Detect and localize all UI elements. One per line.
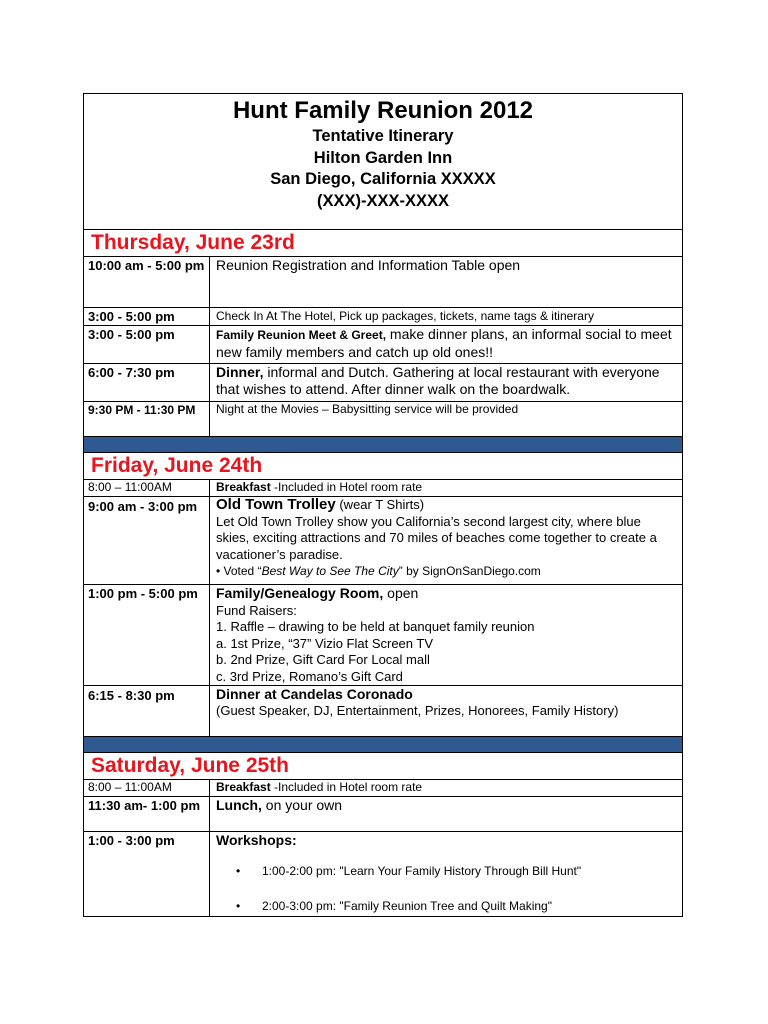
schedule-row	[84, 257, 682, 308]
time-cell: 8:00 – 11:00AM	[84, 780, 210, 796]
event-detail: -Included in Hotel room rate	[270, 480, 423, 494]
time-cell: 1:00 pm - 5:00 pm	[84, 585, 210, 685]
schedule-row	[84, 326, 682, 364]
workshop-list	[216, 864, 677, 914]
event-detail: informal and Dutch. Gathering at local restaurant with everyone that wishes to attend. After dinner walk on the boardwalk.	[216, 364, 660, 397]
day-heading-saturday: Saturday, June 25th	[84, 753, 682, 780]
event-description	[210, 797, 682, 831]
schedule-row	[84, 686, 682, 737]
event-description	[210, 480, 682, 496]
venue-phone: (XXX)-XXX-XXXX	[316, 191, 450, 210]
event-line: a. 1st Prize, “37” Vizio Flat Screen TV	[216, 635, 433, 651]
itinerary-header	[84, 94, 682, 230]
event-title: Lunch,	[216, 797, 262, 813]
event-title: Dinner at Candelas Coronado	[216, 686, 413, 702]
event-title: Breakfast	[216, 780, 271, 794]
time-cell: 9:00 am - 3:00 pm	[84, 497, 210, 584]
event-award	[216, 563, 677, 580]
time-cell: 3:00 - 5:00 pm	[84, 326, 210, 363]
event-description	[210, 326, 682, 363]
document-title: Hunt Family Reunion 2012	[232, 97, 534, 124]
day-heading-thursday: Thursday, June 23rd	[84, 230, 682, 257]
event-description	[210, 686, 682, 736]
event-description: Reunion Registration and Information Table open	[216, 257, 521, 273]
event-note: (wear T Shirts)	[335, 497, 425, 512]
event-line: Fund Raisers:	[216, 602, 297, 618]
event-description: Check In At The Hotel, Pick up packages, tickets, name tags & itinerary	[216, 309, 594, 323]
time-cell: 6:00 - 7:30 pm	[84, 364, 210, 401]
event-line: b. 2nd Prize, Gift Card For Local mall	[216, 652, 430, 667]
time-cell: 3:00 - 5:00 pm	[84, 308, 210, 325]
award-prefix: • Voted “	[216, 564, 262, 578]
document-subtitle: Tentative Itinerary	[312, 127, 454, 145]
time-cell: 6:15 - 8:30 pm	[84, 686, 210, 736]
workshop-item: • 1:00-2:00 pm: "Learn Your Family History Through Bill Hunt"	[216, 864, 677, 879]
schedule-row	[84, 364, 682, 402]
venue-name: Hilton Garden Inn	[313, 148, 453, 167]
time-cell: 1:00 - 3:00 pm	[84, 832, 210, 916]
event-description	[210, 780, 682, 796]
award-suffix: ” by SignOnSanDiego.com	[398, 564, 541, 578]
event-detail: on your own	[261, 797, 343, 813]
event-description	[210, 832, 682, 916]
event-title: Breakfast	[216, 480, 271, 494]
event-description	[210, 364, 682, 401]
event-detail: Let Old Town Trolley show you California’s second largest city, where blue skies, exciting attractions and 70 miles of beaches come together to create a vacationer’s paradise.	[216, 513, 657, 562]
event-description: Night at the Movies – Babysitting service will be provided	[216, 402, 519, 416]
schedule-row	[84, 480, 682, 497]
event-title: Workshops:	[216, 832, 297, 848]
time-cell: 10:00 am - 5:00 pm	[84, 257, 210, 307]
event-title: Old Town Trolley	[216, 496, 336, 513]
event-detail: make dinner plans, an informal social to meet new family members and catch up old ones!!	[216, 326, 672, 360]
time-cell: 8:00 – 11:00AM	[84, 480, 210, 496]
section-separator	[84, 437, 682, 453]
schedule-row	[84, 797, 682, 832]
section-separator	[84, 737, 682, 753]
schedule-row	[84, 832, 682, 916]
time-cell: 9:30 PM - 11:30 PM	[84, 402, 210, 436]
event-note: open	[383, 585, 419, 601]
schedule-row	[84, 585, 682, 686]
event-title: Family/Genealogy Room,	[216, 585, 384, 601]
award-quote: Best Way to See The City	[261, 564, 399, 578]
workshop-item: • 2:00-3:00 pm: "Family Reunion Tree and Quilt Making"	[216, 899, 677, 914]
schedule-row	[84, 402, 682, 437]
schedule-row	[84, 497, 682, 585]
itinerary-table	[83, 93, 683, 917]
time-cell: 11:30 am- 1:00 pm	[84, 797, 210, 831]
event-detail: (Guest Speaker, DJ, Entertainment, Prizes, Honorees, Family History)	[216, 702, 619, 718]
event-title: Family Reunion Meet & Greet,	[216, 328, 387, 342]
event-line: 1. Raffle – drawing to be held at banquet family reunion	[216, 619, 535, 634]
venue-city: San Diego, California XXXXX	[270, 170, 496, 188]
schedule-row	[84, 780, 682, 797]
schedule-row	[84, 308, 682, 326]
event-line: c. 3rd Prize, Romano’s Gift Card	[216, 668, 403, 684]
day-heading-friday: Friday, June 24th	[84, 453, 682, 480]
event-description	[210, 585, 682, 685]
event-title: Dinner,	[216, 364, 264, 380]
event-description	[210, 497, 682, 584]
event-detail: -Included in Hotel room rate	[270, 780, 423, 794]
